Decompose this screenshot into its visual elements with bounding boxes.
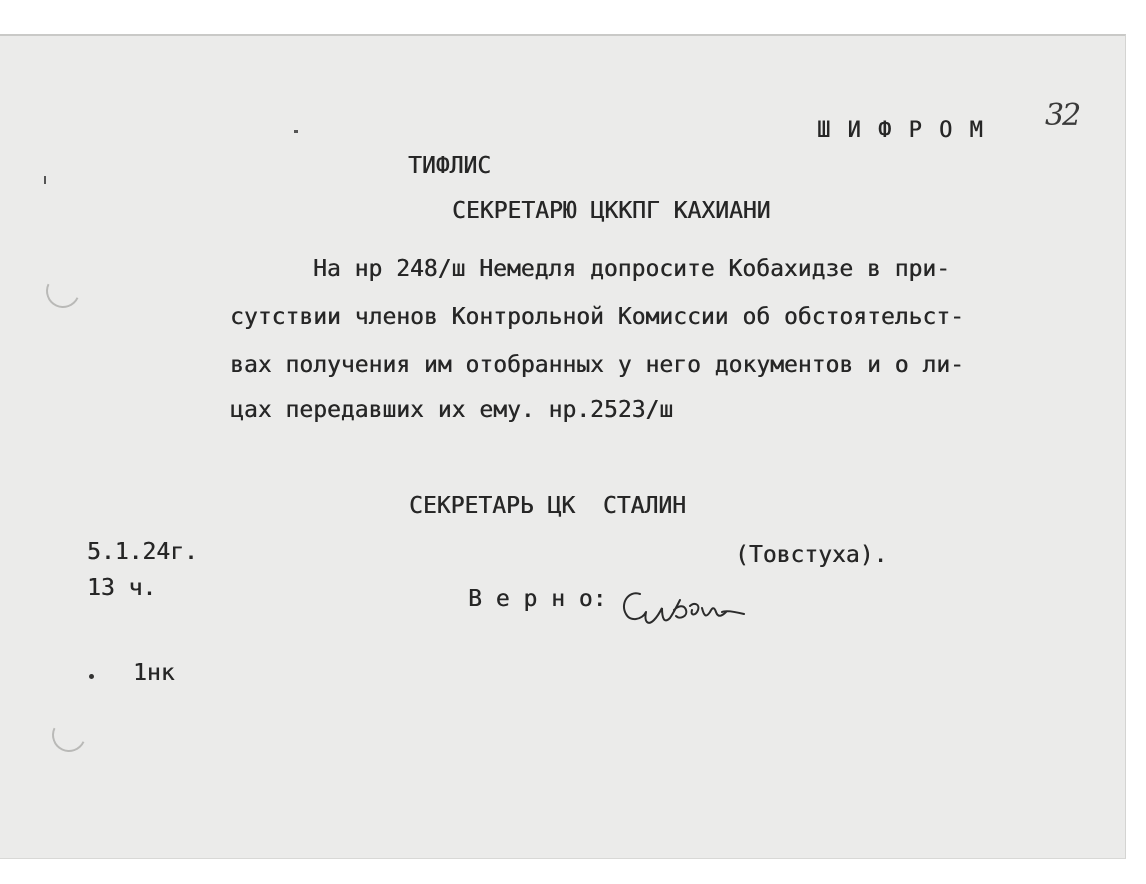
addressee: СЕКРЕТАРЮ ЦККПГ КАХИАНИ [452,198,771,224]
executor-name: (Товстуха). [735,542,888,568]
handwritten-signature [618,582,748,642]
margin-tick-mark [294,130,298,133]
signatory-line: СЕКРЕТАРЬ ЦК СТАЛИН [409,493,686,519]
margin-edge-mark [44,176,46,184]
document-time: 13 ч. [87,575,157,601]
certified-label: В е р н о: [468,586,607,612]
body-line-3: вах получения им отобранных у него документов и о ли- [230,352,964,378]
body-line-1: На нр 248/ш Немедля допросите Кобахидзе в при- [313,256,950,282]
body-line-2: сутствии членов Контрольной Комиссии об обстоятельст- [230,304,964,330]
document-date: 5.1.24г. [87,539,198,565]
destination-city: ТИФЛИС [408,153,492,179]
punch-hole-top [41,269,85,313]
bullet-dot [89,674,94,679]
cipher-header: Ш И Ф Р О М [817,118,985,143]
copy-mark: 1нк [133,660,175,686]
page-number: 32 [1045,98,1080,133]
body-line-4: цах передавших их ему. нр.2523/ш [230,397,674,423]
typed-page [0,34,1126,859]
punch-hole-bottom [47,713,91,757]
